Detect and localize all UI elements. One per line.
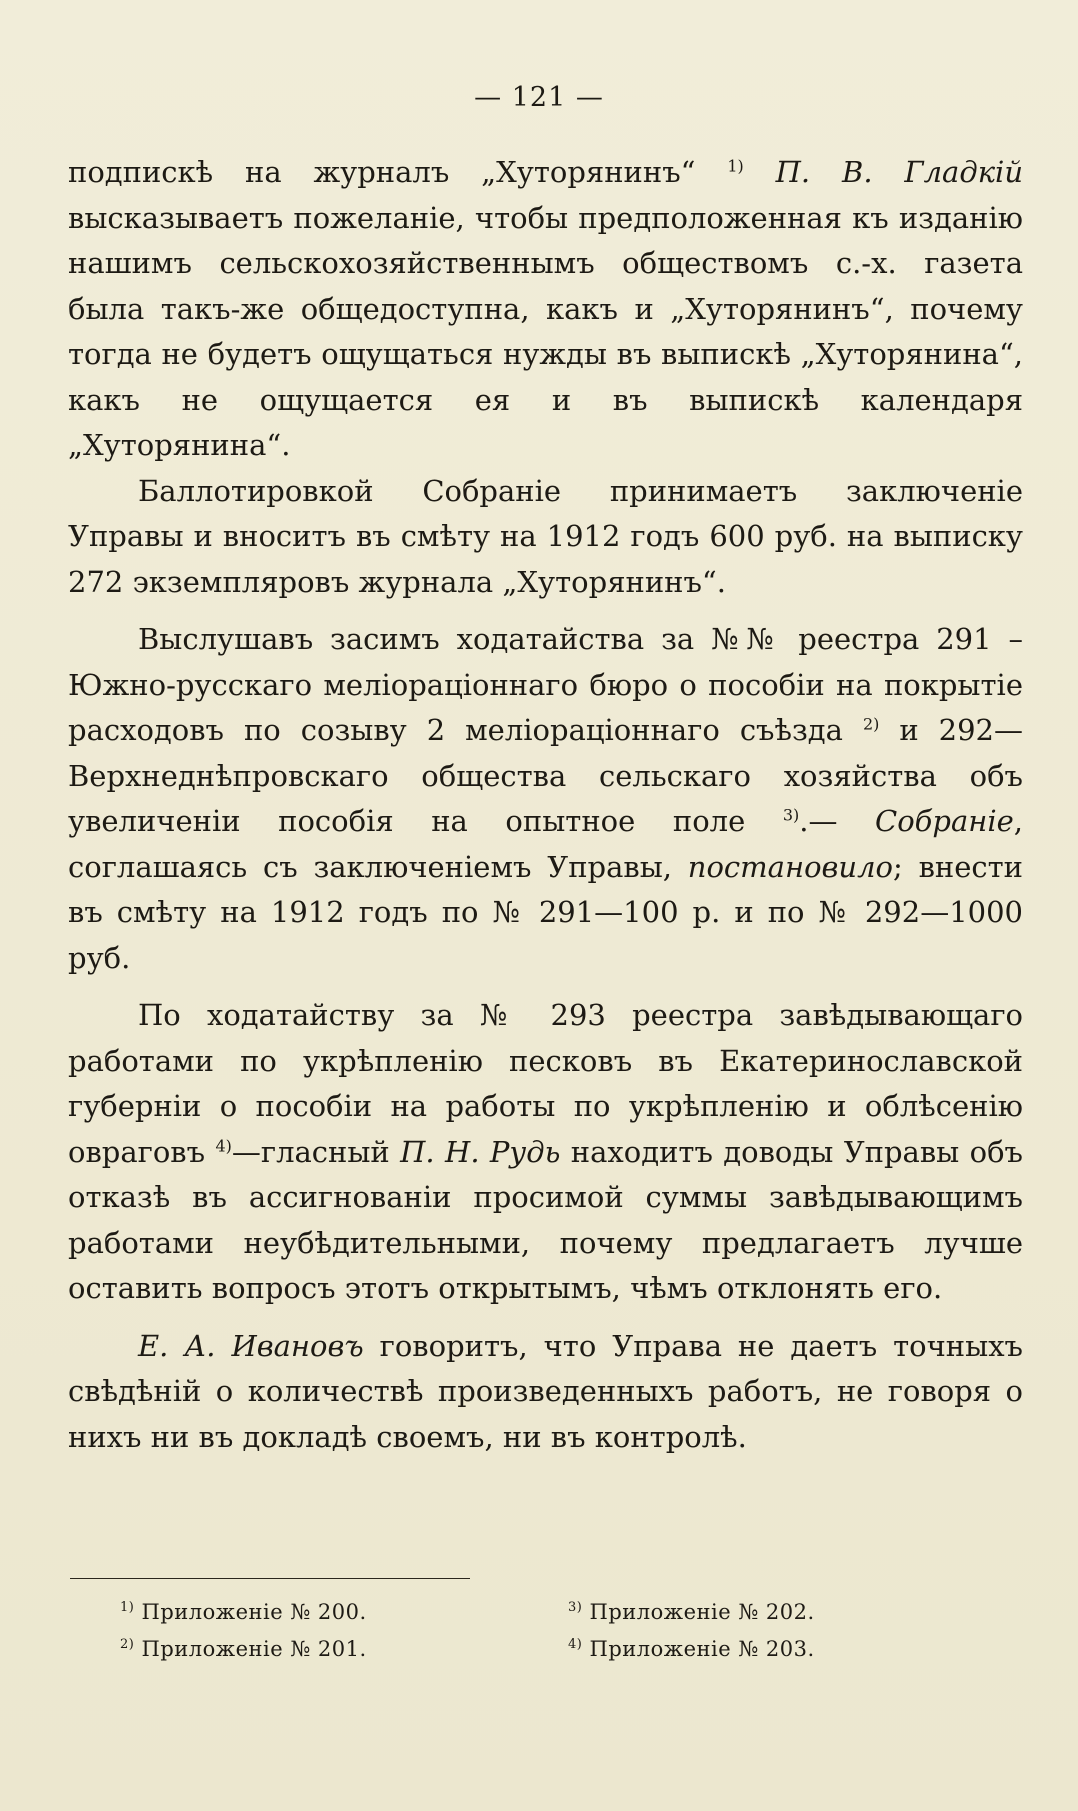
paragraph-1: подпискѣ на журналъ „Хуторянинъ“ $^{1)}$ П. В. Гладкій высказываетъ пожеланіе, чтобы предположенная къ изданію нашимъ сельскохозяйственнымъ обществомъ с.-х. газета была такъ-же общедоступна, какъ и „Хуторянинъ“, почему тогда не будетъ ощущаться нужды въ выпискѣ „Хуторянина“, какъ не ощущается ея и въ выпискѣ календаря „Хуторянина“. — [68, 155, 1023, 462]
paragraph-3: Выслушавъ засимъ ходатайства за №№ реестра 291 – Южно-русскаго меліораціоннаго бюро о пособіи на покрытіе расходовъ по созыву 2 меліораціоннаго съѣзда $^{2)}$ и 292—Верхнеднѣпровскаго общества сельскаго хозяйства объ увеличеніи пособія на опытное поле $^{3)}$.— Собраніе, соглашаясь съ заключеніемъ Управы, постановило; внести въ смѣту на 1912 годъ по № 291—100 р. и по № 292—1000 руб. — [68, 622, 1024, 975]
footnote-ref-3: 3) — [782, 805, 800, 825]
footnotes-left-column — [120, 1594, 367, 1668]
speaker-name: Е. А. Ивановъ — [138, 1328, 364, 1363]
paragraph-2: Баллотировкой Собраніе принимаетъ заключеніе Управы и вноситъ въ смѣту на 1912 годъ 600 руб. на выписку 272 экземпляровъ журнала „Хуторянинъ“. — [68, 473, 1023, 599]
footnote-ref-1: 1) — [727, 156, 744, 176]
speaker-name: П. Н. Рудь — [400, 1134, 561, 1169]
footnote-3: $^{3)}$ Приложеніе № 202. — [568, 1600, 815, 1624]
footnotes-right-column — [568, 1594, 815, 1668]
body-text — [68, 150, 1023, 1460]
speaker-name: П. В. Гладкій — [775, 155, 1023, 189]
italic-term: Собраніе — [875, 804, 1014, 838]
page-number: — 121 — — [474, 82, 604, 113]
footnote-ref-4: 4) — [215, 1135, 232, 1155]
footnote-4: $^{4)}$ Приложеніе № 203. — [568, 1637, 815, 1661]
footnote-divider — [70, 1578, 470, 1579]
paragraph-4: По ходатайству за № 293 реестра завѣдывающаго работами по укрѣпленію песковъ въ Екатеринославской губерніи о пособіи на работы по укрѣпленію и облѣсенію овраговъ $^{4)}$—гласный П. Н. Рудь находитъ доводы Управы объ отказѣ въ ассигнованіи просимой суммы завѣдывающимъ работами неубѣдительными, почему предлагаетъ лучше оставить вопросъ этотъ открытымъ, чѣмъ отклонять его. — [68, 998, 1023, 1305]
footnote-1: $^{1)}$ Приложеніе № 200. — [120, 1600, 367, 1624]
italic-term: постановило — [687, 849, 894, 884]
footnote-2: $^{2)}$ Приложеніе № 201. — [120, 1637, 367, 1661]
footnote-ref-2: 2) — [862, 714, 880, 734]
paragraph-5: Е. А. Ивановъ говоритъ, что Управа не даетъ точныхъ свѣдѣній о количествѣ произведенныхъ работъ, не говоря о нихъ ни въ докладѣ своемъ, ни въ контролѣ. — [68, 1328, 1024, 1454]
